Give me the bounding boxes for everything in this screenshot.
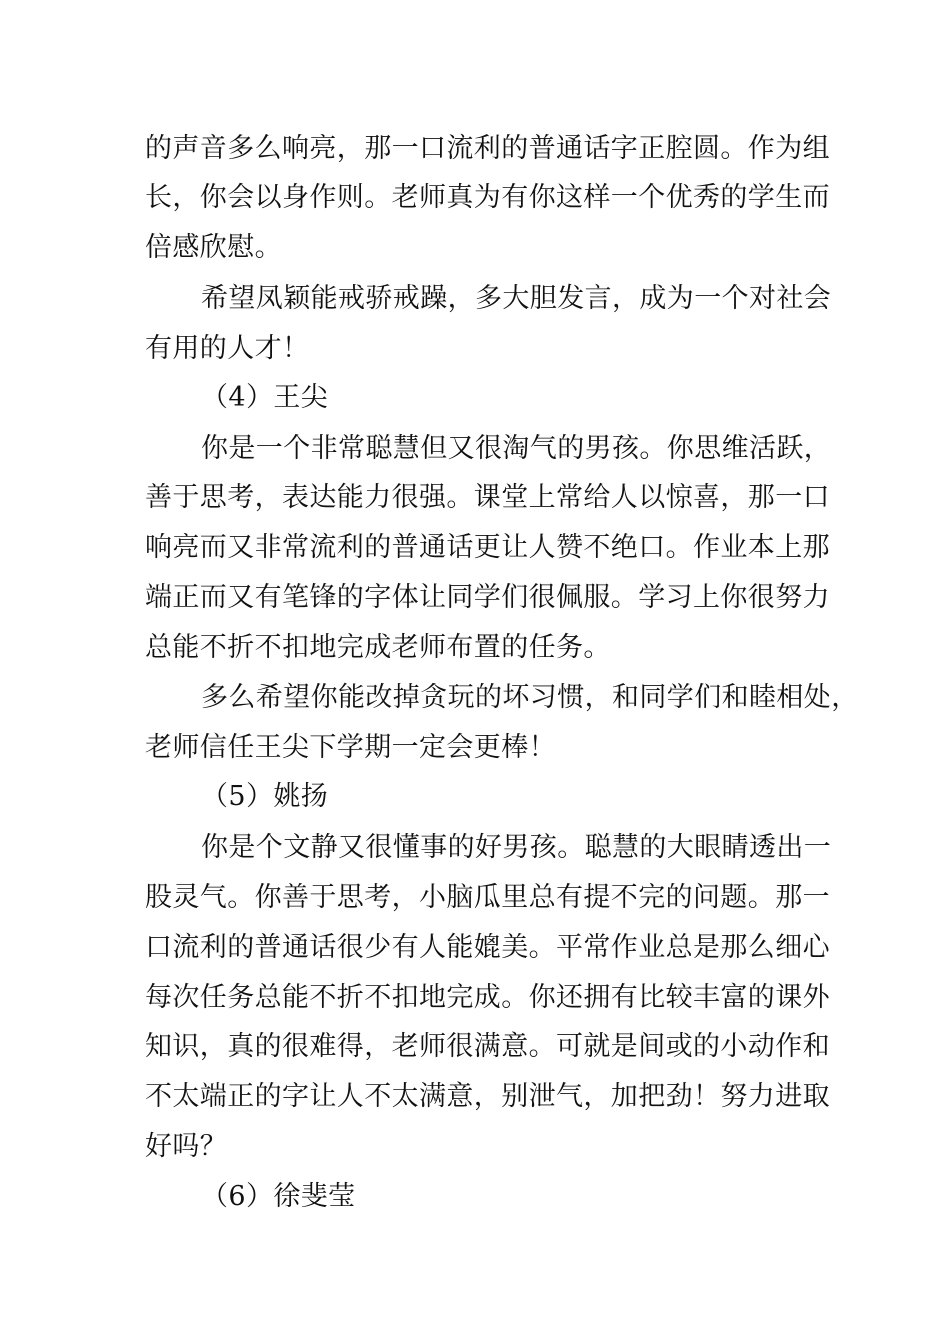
- paragraph-line: 响亮而又非常流利的普通话更让人赞不绝口。作业本上那: [145, 532, 830, 563]
- section-heading-6: （6）徐斐莹: [201, 1181, 356, 1212]
- paragraph-line: 好吗？: [145, 1131, 228, 1162]
- paragraph-line: 知识，真的很难得，老师很满意。可就是间或的小动作和: [145, 1031, 830, 1062]
- paragraph-line: 有用的人才！: [145, 333, 310, 364]
- paragraph-line: 每次任务总能不折不扣地完成。你还拥有比较丰富的课外: [145, 982, 830, 1013]
- paragraph-line: 不太端正的字让人不太满意，别泄气，加把劲！努力进取: [145, 1081, 830, 1112]
- paragraph-line: 总能不折不扣地完成老师布置的任务。: [145, 632, 611, 663]
- paragraph-line: 多么希望你能改掉贪玩的坏习惯，和同学们和睦相处，: [201, 682, 859, 713]
- paragraph-line: 端正而又有笔锋的字体让同学们很佩服。学习上你很努力: [145, 582, 830, 613]
- section-heading-4: （4）王尖: [201, 382, 329, 413]
- paragraph-line: 希望凤颖能戒骄戒躁，多大胆发言，成为一个对社会: [201, 283, 832, 314]
- paragraph-line: 的声音多么响亮，那一口流利的普通话字正腔圆。作为组: [145, 133, 830, 164]
- paragraph-line: 老师信任王尖下学期一定会更棒！: [145, 732, 556, 763]
- section-heading-5: （5）姚扬: [201, 781, 329, 812]
- paragraph-line: 长，你会以身作则。老师真为有你这样一个优秀的学生而: [145, 182, 830, 213]
- paragraph-line: 口流利的普通话很少有人能媲美。平常作业总是那么细心: [145, 932, 830, 963]
- paragraph-line: 股灵气。你善于思考，小脑瓜里总有提不完的问题。那一: [145, 882, 830, 913]
- paragraph-line: 善于思考，表达能力很强。课堂上常给人以惊喜，那一口: [145, 482, 830, 513]
- paragraph-line: 你是一个非常聪慧但又很淘气的男孩。你思维活跃，: [201, 433, 832, 464]
- paragraph-line: 倍感欣慰。: [145, 232, 282, 263]
- paragraph-line: 你是个文静又很懂事的好男孩。聪慧的大眼睛透出一: [201, 832, 832, 863]
